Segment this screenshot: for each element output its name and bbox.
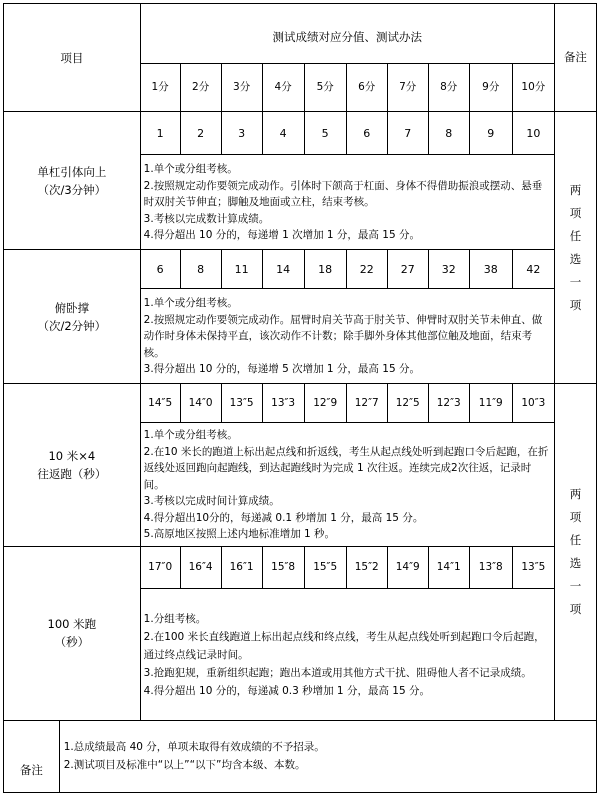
pushup-value-6: 22 bbox=[346, 250, 387, 289]
sprint-value-1: 17″0 bbox=[140, 546, 180, 588]
pushup-value-9: 38 bbox=[469, 250, 512, 289]
shuttle-name-cell bbox=[4, 384, 141, 547]
pushup-value-4: 14 bbox=[262, 250, 304, 289]
pullup-value-8: 8 bbox=[428, 112, 469, 155]
score-label-1: 1分 bbox=[140, 64, 180, 112]
sprint-note-1: 1.分组考核。 bbox=[143, 612, 207, 625]
group2-remark-cell bbox=[554, 384, 596, 721]
score-label-6: 6分 bbox=[346, 64, 387, 112]
pushup-value-7: 27 bbox=[387, 250, 428, 289]
pushup-value-5: 18 bbox=[304, 250, 346, 289]
pullup-note-1: 1.单个或分组考核。 bbox=[143, 163, 238, 176]
header-project-cell bbox=[4, 4, 141, 112]
pullup-note-4: 4.得分超出 10 分的，每递增 1 次增加 1 分，最高 15 分。 bbox=[143, 229, 420, 242]
pullup-note-2: 2.按照规定动作要领完成动作。引体时下颌高于杠面、身体不得借助振浪或摆动、悬垂时双肘关节伸直；脚触及地面或立柱，结束考核。 bbox=[143, 179, 543, 209]
pullup-value-2: 2 bbox=[180, 112, 221, 155]
shuttle-value-7: 12″5 bbox=[387, 384, 428, 423]
pullup-value-10: 10 bbox=[512, 112, 554, 155]
pullup-value-6: 6 bbox=[346, 112, 387, 155]
pushup-unit: （次/2分钟） bbox=[37, 318, 107, 333]
shuttle-note-2: 2.在10 米长的跑道上标出起点线和折返线，考生从起点线处听到起跑口令后起跑，在折返线处返回跑向起跑线，到达起跑线时为完成 1 次往返。连续完成2次往返，记录时间。 bbox=[143, 445, 549, 491]
pullup-unit: （次/3分钟） bbox=[37, 182, 107, 197]
sprint-value-3: 16″1 bbox=[221, 546, 262, 588]
shuttle-value-8: 12″3 bbox=[428, 384, 469, 423]
score-label-4: 4分 bbox=[262, 64, 304, 112]
header-project-label: 项目 bbox=[60, 50, 84, 65]
shuttle-value-6: 12″7 bbox=[346, 384, 387, 423]
pullup-value-3: 3 bbox=[221, 112, 262, 155]
shuttle-notes bbox=[140, 423, 554, 547]
sprint-value-8: 14″1 bbox=[428, 546, 469, 588]
pullup-value-4: 4 bbox=[262, 112, 304, 155]
header-remark-cell bbox=[554, 4, 596, 112]
footer-row bbox=[4, 720, 597, 792]
group2-remark: 两项任选一项 bbox=[569, 486, 582, 616]
shuttle-value-9: 11″9 bbox=[469, 384, 512, 423]
score-label-5: 5分 bbox=[304, 64, 346, 112]
pushup-note-2: 2.按照规定动作要领完成动作。屈臂时肩关节高于肘关节、伸臂时双肘关节未伸直、做动作时身体未保持平直，该次动作不计数；除手脚外身体其他部位触及地面，结束考核。 bbox=[143, 313, 543, 359]
pushup-value-8: 32 bbox=[428, 250, 469, 289]
pushup-notes bbox=[140, 289, 554, 384]
shuttle-value-4: 13″3 bbox=[262, 384, 304, 423]
header-remark-label: 备注 bbox=[563, 50, 587, 64]
shuttle-note-5: 5.高原地区按照上述内地标准增加 1 秒。 bbox=[143, 528, 336, 540]
sprint-value-4: 15″8 bbox=[262, 546, 304, 588]
score-label-3: 3分 bbox=[221, 64, 262, 112]
sprint-value-9: 13″8 bbox=[469, 546, 512, 588]
header-scores-title: 测试成绩对应分值、测试办法 bbox=[272, 30, 423, 44]
pullup-notes bbox=[140, 155, 554, 250]
group1-remark: 两项任选一项 bbox=[569, 182, 582, 312]
shuttle-values-row bbox=[4, 384, 597, 423]
pushup-note-3: 3.得分超出 10 分的，每递增 5 次增加 1 分，最高 15 分。 bbox=[143, 363, 420, 376]
pushup-values-row bbox=[4, 250, 597, 289]
sprint-note-2: 2.在100 米长直线跑道上标出起点线和终点线，考生从起点线处听到起跑口令后起跑，通过终点线记录时间。 bbox=[143, 630, 545, 661]
shuttle-value-3: 13″5 bbox=[221, 384, 262, 423]
shuttle-note-3: 3.考核以完成时间计算成绩。 bbox=[143, 495, 280, 507]
scoring-table bbox=[3, 3, 597, 793]
pullup-name: 单杠引体向上 bbox=[37, 164, 107, 179]
header-scores-title-cell bbox=[140, 4, 554, 64]
pullup-value-9: 9 bbox=[469, 112, 512, 155]
sprint-value-5: 15″5 bbox=[304, 546, 346, 588]
pushup-note-1: 1.单个或分组考核。 bbox=[143, 297, 238, 310]
shuttle-value-10: 10″3 bbox=[512, 384, 554, 423]
footer-note-1: 1.总成绩最高 40 分，单项未取得有效成绩的不予招录。 bbox=[63, 741, 325, 753]
pullup-name-cell bbox=[4, 112, 141, 250]
shuttle-name: 10 米×4 bbox=[48, 448, 96, 463]
shuttle-note-1: 1.单个或分组考核。 bbox=[143, 429, 238, 441]
sprint-note-3: 3.抢跑犯规，重新组织起跑；跑出本道或用其他方式干扰、阻碍他人者不记录成绩。 bbox=[143, 666, 532, 679]
sprint-value-6: 15″2 bbox=[346, 546, 387, 588]
pullup-value-7: 7 bbox=[387, 112, 428, 155]
sprint-name: 100 米跑 bbox=[47, 617, 97, 631]
pullup-note-3: 3.考核以完成数计算成绩。 bbox=[143, 212, 270, 225]
footer-note-2: 2.测试项目及标准中“以上”“以下”均含本级、本数。 bbox=[63, 759, 306, 771]
score-label-2: 2分 bbox=[180, 64, 221, 112]
shuttle-unit: 往返跑（秒） bbox=[37, 466, 107, 481]
score-label-9: 9分 bbox=[469, 64, 512, 112]
sprint-note-4: 4.得分超出 10 分的，每递减 0.3 秒增加 1 分，最高 15 分。 bbox=[143, 684, 430, 697]
sprint-value-10: 13″5 bbox=[512, 546, 554, 588]
sprint-value-2: 16″4 bbox=[180, 546, 221, 588]
shuttle-value-1: 14″5 bbox=[140, 384, 180, 423]
sprint-values-row bbox=[4, 546, 597, 588]
pushup-value-3: 11 bbox=[221, 250, 262, 289]
sprint-name-cell bbox=[4, 546, 141, 720]
pushup-value-10: 42 bbox=[512, 250, 554, 289]
pullup-value-5: 5 bbox=[304, 112, 346, 155]
footer-label: 备注 bbox=[19, 762, 43, 777]
shuttle-value-2: 14″0 bbox=[180, 384, 221, 423]
sprint-notes bbox=[140, 588, 554, 720]
pushup-value-2: 8 bbox=[180, 250, 221, 289]
score-label-10: 10分 bbox=[512, 64, 554, 112]
footer-label-cell bbox=[4, 720, 60, 792]
score-label-7: 7分 bbox=[387, 64, 428, 112]
shuttle-note-4: 4.得分超出10分的，每递减 0.1 秒增加 1 分，最高 15 分。 bbox=[143, 511, 424, 524]
pullup-value-1: 1 bbox=[140, 112, 180, 155]
pullup-values-row bbox=[4, 112, 597, 155]
pushup-name: 俯卧撑 bbox=[54, 300, 90, 315]
score-label-8: 8分 bbox=[428, 64, 469, 112]
sprint-unit: （秒） bbox=[54, 635, 90, 649]
shuttle-value-5: 12″9 bbox=[304, 384, 346, 423]
group1-remark-cell bbox=[554, 112, 596, 384]
pushup-name-cell bbox=[4, 250, 141, 384]
pushup-value-1: 6 bbox=[140, 250, 180, 289]
footer-notes bbox=[59, 720, 596, 792]
sprint-value-7: 14″9 bbox=[387, 546, 428, 588]
